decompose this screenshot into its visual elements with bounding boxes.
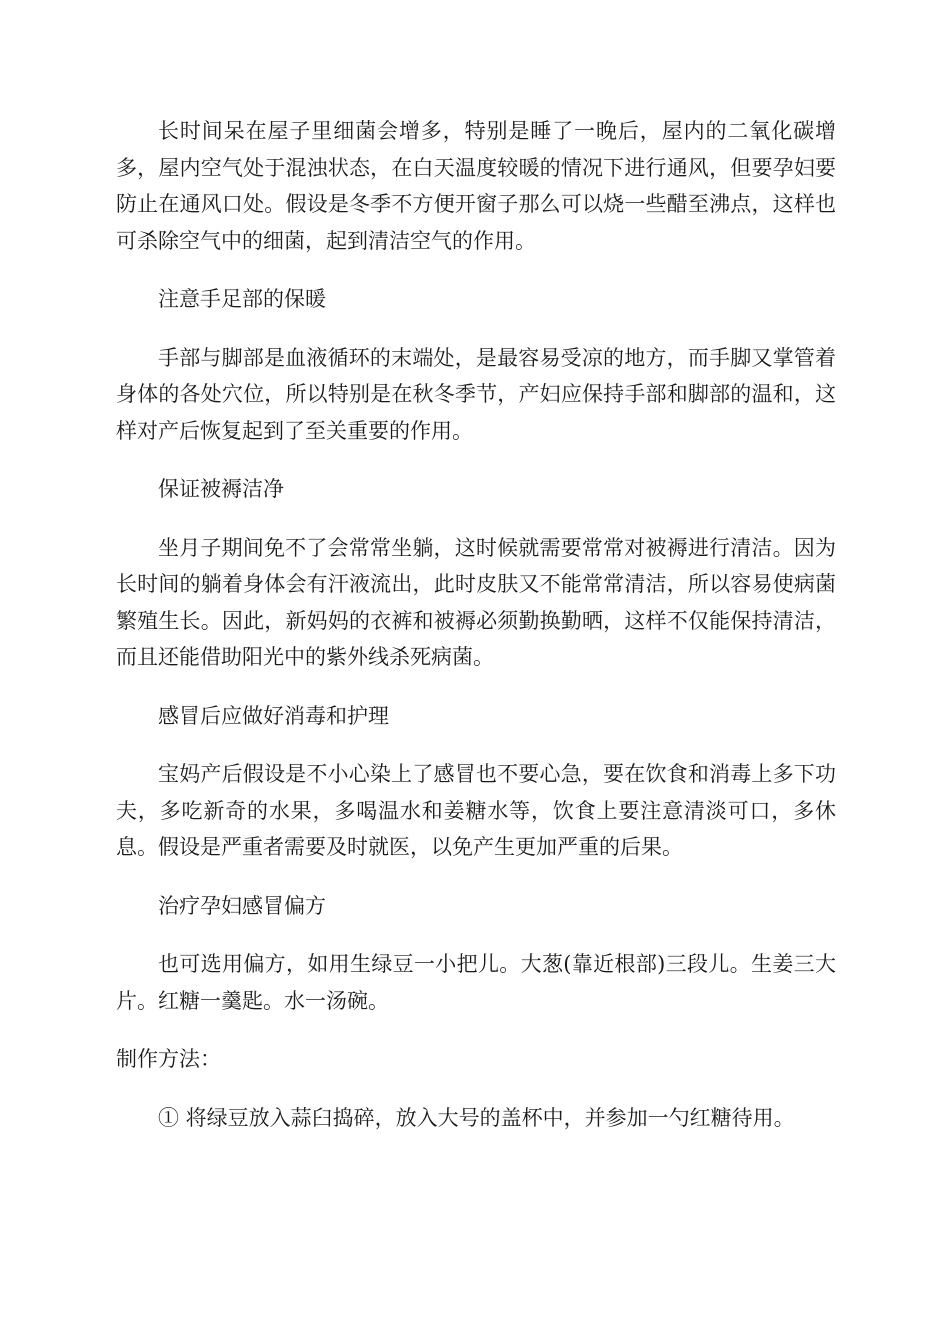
heading-clean-bedding: 保证被褥洁净: [158, 477, 284, 501]
paragraph-ventilation: 长时间呆在屋子里细菌会增多，特别是睡了一晚后，屋内的二氧化碳增多，屋内空气处于混浊状态，在白天温度较暖的情况下进行通风，但要孕妇要防止在通风口处。假设是冬季不方便开窗子那么可以烧一些醋至沸点，这样也可杀除空气中的细菌，起到清洁空气的作用。: [116, 119, 836, 253]
paragraph-cold-care: 宝妈产后假设是不小心染上了感冒也不要心急，要在饮食和消毒上多下功夫，多吃新奇的水果，多喝温水和姜糖水等，饮食上要注意清淡可口，多休息。假设是严重者需要及时就医，以免产生更加严重的后果。: [116, 762, 836, 859]
heading-cold-care: 感冒后应做好消毒和护理: [158, 703, 389, 728]
method-step-1: ① 将绿豆放入蒜臼捣碎，放入大号的盖杯中，并参加一勺红糖待用。: [158, 1105, 795, 1130]
heading-hand-foot-warmth: 注意手足部的保暖: [158, 287, 326, 311]
method-label: 制作方法：: [116, 1047, 221, 1071]
heading-cold-remedy: 治疗孕妇感冒偏方: [158, 893, 326, 918]
paragraph-cold-remedy: 也可选用偏方，如用生绿豆一小把儿。大葱(靠近根部)三段儿。生姜三大片。红糖一羹匙。水一汤碗。: [116, 952, 836, 1013]
paragraph-clean-bedding: 坐月子期间免不了会常常坐躺，这时候就需要常常对被褥进行清洁。因为长时间的躺着身体会有汗液流出，此时皮肤又不能常常清洁，所以容易使病菌繁殖生长。因此，新妈妈的衣裤和被褥必须勤换勤晒，这样不仅能保持清洁，而且还能借助阳光中的紫外线杀死病菌。: [116, 535, 836, 669]
document-body: [116, 113, 836, 1158]
paragraph-hand-foot-warmth: 手部与脚部是血液循环的末端处，是最容易受凉的地方，而手脚又掌管着身体的各处穴位，所以特别是在秋冬季节，产妇应保持手部和脚部的温和，这样对产后恢复起到了至关重要的作用。: [116, 345, 836, 443]
